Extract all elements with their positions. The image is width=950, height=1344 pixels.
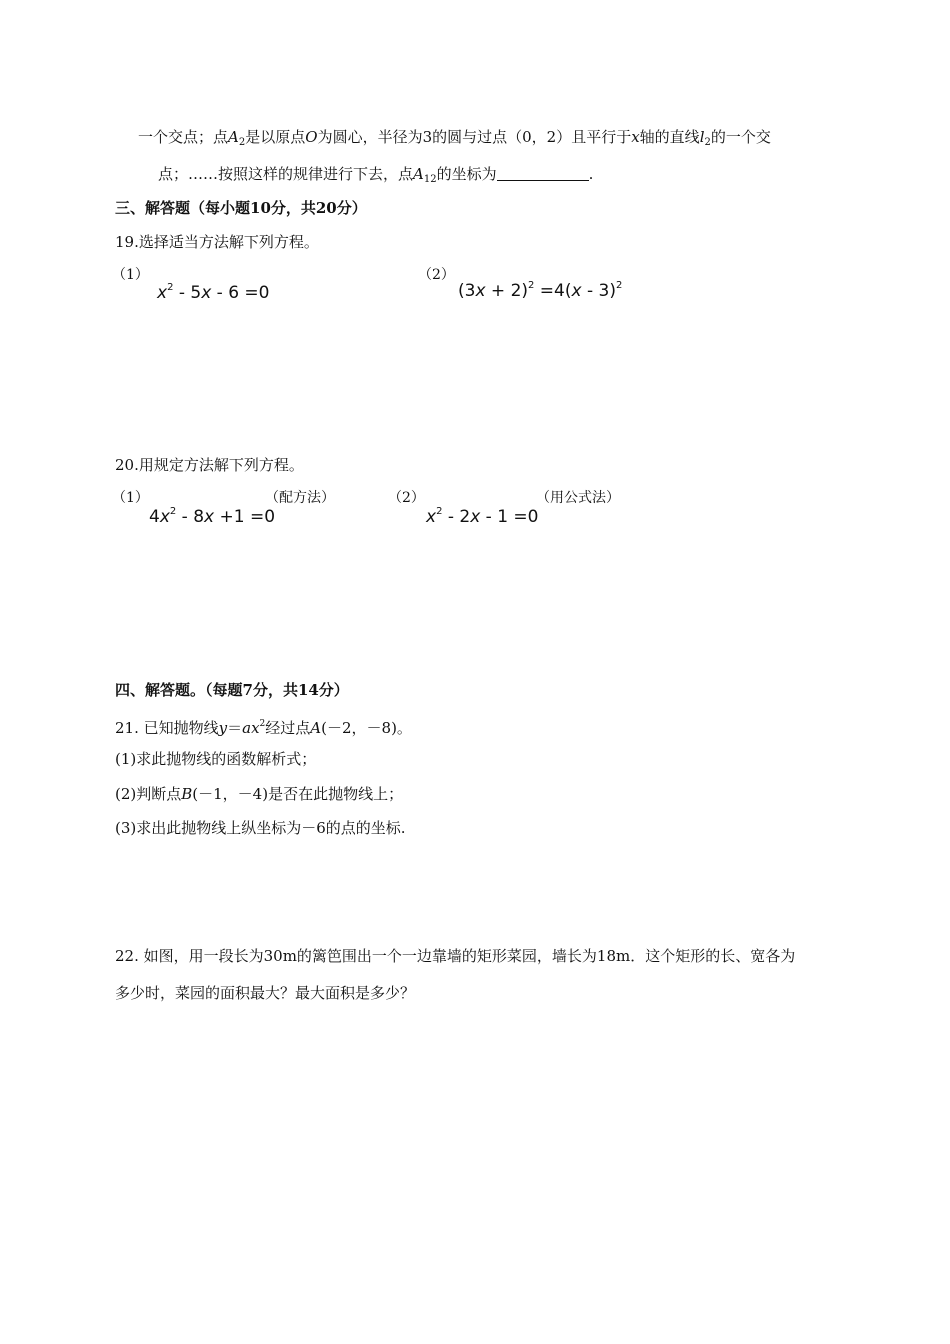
q21-text: (－2，－8)。 <box>321 719 412 737</box>
eq-var: x <box>159 507 170 527</box>
q19-stem: 19.选择适当方法解下列方程。 <box>115 233 319 251</box>
line-label: l <box>699 128 705 146</box>
q21-sub-2 <box>115 784 403 804</box>
q20-part-1-method: （配方法） <box>265 490 335 506</box>
eq-var: x <box>157 283 168 303</box>
q21-point: A <box>310 719 322 737</box>
eq-var: x <box>201 283 212 303</box>
eq-var: x <box>426 507 437 527</box>
eq-exponent: 2 <box>436 506 443 517</box>
q20-part-2-label: （2） <box>388 490 425 506</box>
q21-var: y <box>218 719 228 737</box>
q18-continuation-line-1 <box>138 127 771 153</box>
q21-text: ＝ <box>227 719 243 737</box>
point-subscript: 12 <box>423 174 437 185</box>
q19-part-2-label: （2） <box>418 267 455 283</box>
q20-part-2-method: （用公式法） <box>536 490 620 506</box>
q21-point: B <box>181 785 193 803</box>
eq-exponent: 2 <box>528 280 535 291</box>
q21-sub-3: (3)求出此抛物线上纵坐标为－6的点的坐标. <box>115 819 406 837</box>
q21-stem <box>115 714 412 738</box>
eq-text: + 2) <box>485 281 529 301</box>
eq-text: - 3) <box>581 281 616 301</box>
section-3-heading: 三、解答题（每小题10分，共20分） <box>115 199 367 217</box>
eq-text: - 6 =0 <box>211 283 270 303</box>
eq-text: - 8 <box>176 507 205 527</box>
q18-period: . <box>588 165 594 183</box>
q21-text: 21. 已知抛物线 <box>115 719 219 737</box>
point-subscript: 2 <box>238 137 246 148</box>
q18-text: 一个交点；点 <box>138 128 229 146</box>
q22-line-1: 22. 如图，用一段长为30m的篱笆围出一个一边靠墙的矩形菜园，墙长为18m．这个矩形的长、宽各为 <box>115 947 796 965</box>
eq-text: 4 <box>149 507 160 527</box>
q18-text: 的坐标为 <box>436 165 497 183</box>
q18-continuation-line-2 <box>158 164 593 190</box>
q21-sub-1: (1)求此抛物线的函数解析式； <box>115 750 317 768</box>
q21-text: (－1，－4)是否在此抛物线上； <box>192 785 404 803</box>
q19-part-1-equation <box>157 277 270 304</box>
q20-part-1-equation <box>149 501 275 528</box>
eq-var: x <box>204 507 215 527</box>
axis-variable: x <box>631 128 640 146</box>
eq-exponent: 2 <box>169 506 177 517</box>
eq-text: +1 =0 <box>214 507 276 527</box>
q19-part-2-equation <box>458 275 622 302</box>
section-4-heading: 四、解答题。（每题7分，共14分） <box>115 681 349 699</box>
eq-text: - 5 <box>173 283 202 303</box>
eq-text: (3 <box>458 281 476 301</box>
q18-text: 是以原点 <box>245 128 306 146</box>
q21-var: ax <box>242 719 260 737</box>
line-subscript: 2 <box>704 137 711 148</box>
q20-part-1-label: （1） <box>112 490 149 506</box>
q22-line-2: 多少时，菜园的面积最大？最大面积是多少？ <box>115 984 416 1002</box>
q19-part-1-label: （1） <box>112 267 149 283</box>
q18-text: 为圆心，半径为3的圆与过点（0，2）且平行于 <box>317 128 632 146</box>
q20-part-2-equation <box>426 501 539 528</box>
eq-var: x <box>571 281 582 301</box>
eq-var: x <box>470 507 481 527</box>
q18-text: 点；……按照这样的规律进行下去，点 <box>158 165 414 183</box>
answer-blank <box>497 166 589 181</box>
point-label: A <box>228 128 239 146</box>
eq-exponent: 2 <box>167 282 174 293</box>
q20-stem: 20.用规定方法解下列方程。 <box>115 456 304 474</box>
q18-text: 的一个交 <box>710 128 771 146</box>
eq-var: x <box>475 281 486 301</box>
q21-text: (2)判断点 <box>115 785 182 803</box>
q21-text: 经过点 <box>265 719 311 737</box>
q21-exponent: 2 <box>259 719 266 729</box>
point-label: A <box>413 165 424 183</box>
eq-exponent: 2 <box>615 280 623 291</box>
eq-text: - 2 <box>442 507 471 527</box>
origin-label: O <box>305 128 318 146</box>
eq-text: =4( <box>534 281 572 301</box>
eq-text: - 1 =0 <box>480 507 539 527</box>
q18-text: 轴的直线 <box>639 128 700 146</box>
